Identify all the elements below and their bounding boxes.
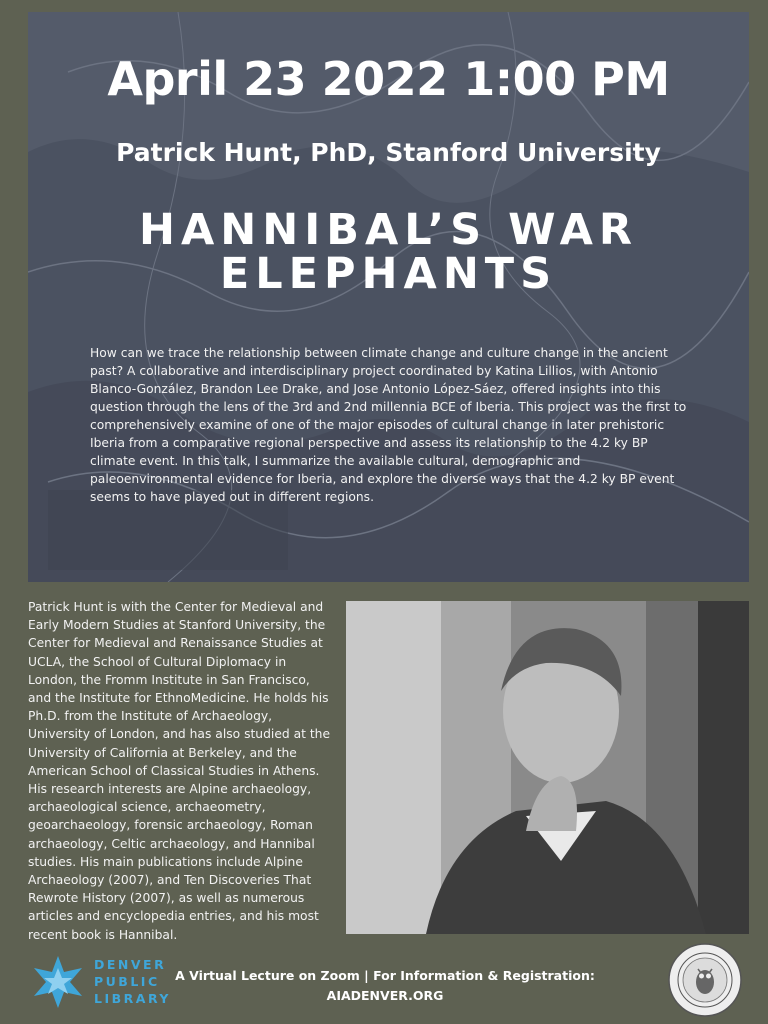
- lecture-title: [28, 205, 749, 299]
- library-name: [94, 956, 171, 1007]
- aia-seal-icon: [667, 942, 743, 1018]
- registration-link[interactable]: AIADENVER.ORG: [326, 988, 444, 1003]
- footer-info: [170, 966, 600, 1006]
- library-name-line-2: PUBLIC: [94, 974, 160, 989]
- library-name-line-1: DENVER: [94, 957, 167, 972]
- speaker-photo: [346, 601, 749, 934]
- title-line-2: ELEPHANTS: [219, 249, 558, 299]
- lecture-abstract: How can we trace the relationship between climate change and culture change in the ancient past? A collaborative and interdisciplinary project coordinated by Katina Lillios, with Antonio Blanco-González, Brandon Lee Drake, and Jose Antonio López-Sáez, offered insights into this question through the lens of the 3rd and 2nd millennia BCE of Iberia. This project was the first to comprehensively examine of one of the major episodes of cultural change in later prehistoric Iberia from a comparative regional perspective and assess its relationship to the 4.2 ky BP climate event. In this talk, I summarize the available cultural, demographic and paleoenvironmental evidence for Iberia, and explore the diverse ways that the 4.2 ky BP event seems to have played out in different regions.: [90, 346, 687, 504]
- speaker-bio: Patrick Hunt is with the Center for Medieval and Early Modern Studies at Stanford University, the Center for Medieval and Renaissance Studies at UCLA, the School of Cultural Diplomacy in London, the Fromm Institute in San Francisco, and the Institute for EthnoMedicine. He holds his Ph.D. from the Institute of Archaeology, University of London, and has also studied at the University of California at Berkeley, and the American School of Classical Studies in Athens. His research interests are Alpine archaeology, archaeological science, archaeometry, geoarchaeology, forensic archaeology, Roman archaeology, Celtic archaeology, and Hannibal studies. His main publications include Alpine Archaeology (2007), and Ten Discoveries That Rewrote History (2007), as well as numerous articles and encyclopedia entries, and his most recent book is Hannibal.: [28, 600, 331, 942]
- library-name-line-3: LIBRARY: [94, 991, 171, 1006]
- event-date: April 23 2022 1:00 PM: [107, 52, 670, 106]
- footer-info-line: A Virtual Lecture on Zoom | For Information & Registration:: [175, 968, 595, 983]
- title-line-1: HANNIBAL’S WAR: [139, 205, 638, 255]
- library-star-icon: [30, 954, 86, 1010]
- library-logo: [30, 954, 170, 1010]
- speaker-name: Patrick Hunt, PhD, Stanford University: [116, 138, 661, 167]
- hero-panel: [28, 12, 749, 582]
